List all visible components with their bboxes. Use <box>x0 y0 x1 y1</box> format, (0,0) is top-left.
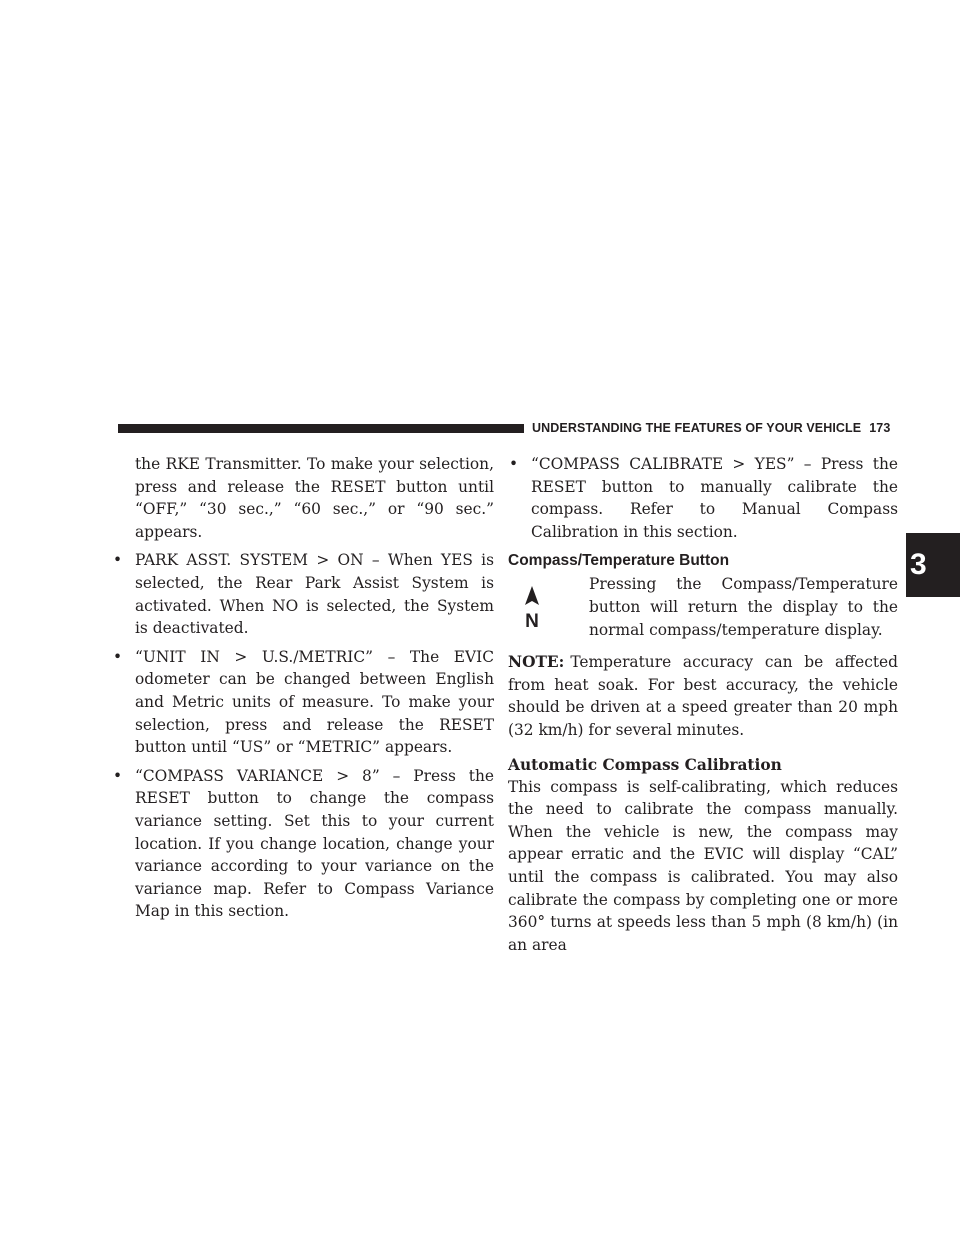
calibration-paragraph: This compass is self-calibrating, which reduces the need to calibrate the compass manually. When the vehicle is new, the compass may appear erratic and the EVIC will display “CAL” until the compass is calibrated. You may also calibrate the compass by completing one or more 360° turns at speeds less than 5 mph (8 km/h) (in an area <box>508 777 898 954</box>
compass-icon <box>509 583 555 633</box>
left-column <box>112 453 494 923</box>
bullet-text: PARK ASST. SYSTEM > ON – When YES is selected, the Rear Park Assist System is activated. When NO is selected, the System is deactivated. <box>135 551 494 638</box>
header-title: UNDERSTANDING THE FEATURES OF YOUR VEHICLE <box>532 421 862 435</box>
bullet-icon: • <box>509 455 519 473</box>
sub-heading: Automatic Compass Calibration <box>508 755 782 774</box>
section-heading: Compass/Temperature Button <box>508 552 730 570</box>
bullet-text: “COMPASS CALIBRATE > YES” – Press the RESET button to manually calibrate the compass. Refer to Manual Compass Calibration in this section. <box>531 455 898 541</box>
right-column <box>508 453 898 956</box>
bullet-icon: • <box>113 551 123 570</box>
page-number: 173 <box>869 421 891 435</box>
intro-paragraph: the RKE Transmitter. To make your selection, press and release the RESET button until “OFF,” “30 sec.,” “60 sec.,” or “90 sec.” appears. <box>135 455 494 541</box>
list-item <box>112 646 494 759</box>
compass-button-description <box>508 573 898 641</box>
list-item <box>508 453 898 543</box>
note-label: NOTE: <box>508 653 565 672</box>
bullet-icon: • <box>113 766 123 785</box>
compass-icon-letter: N <box>525 611 539 633</box>
bullet-icon: • <box>113 647 123 666</box>
list-item <box>112 549 494 639</box>
list-item <box>112 765 494 923</box>
note-paragraph <box>508 651 898 741</box>
header-rule <box>118 424 524 433</box>
bullet-text: “COMPASS VARIANCE > 8” – Press the RESET button to change the compass variance setting. Set this to your current location. If you change location, change your variance according to your variance on the variance map. Refer to Compass Variance Map in this section. <box>135 766 494 921</box>
bullet-text: “UNIT IN > U.S./METRIC” – The EVIC odometer can be changed between English and Metric units of measure. To make your selection, press and release the RESET button until “US” or “METRIC” appears. <box>135 647 494 757</box>
running-header <box>532 421 890 435</box>
note-text: Temperature accuracy can be affected from heat soak. For best accuracy, the vehicle should be driven at a speed greater than 20 mph (32 km/h) for several minutes. <box>508 653 898 739</box>
chapter-tab: 3 <box>906 533 960 597</box>
compass-text: Pressing the Compass/Temperature button will return the display to the normal compass/temperature display. <box>589 575 898 639</box>
